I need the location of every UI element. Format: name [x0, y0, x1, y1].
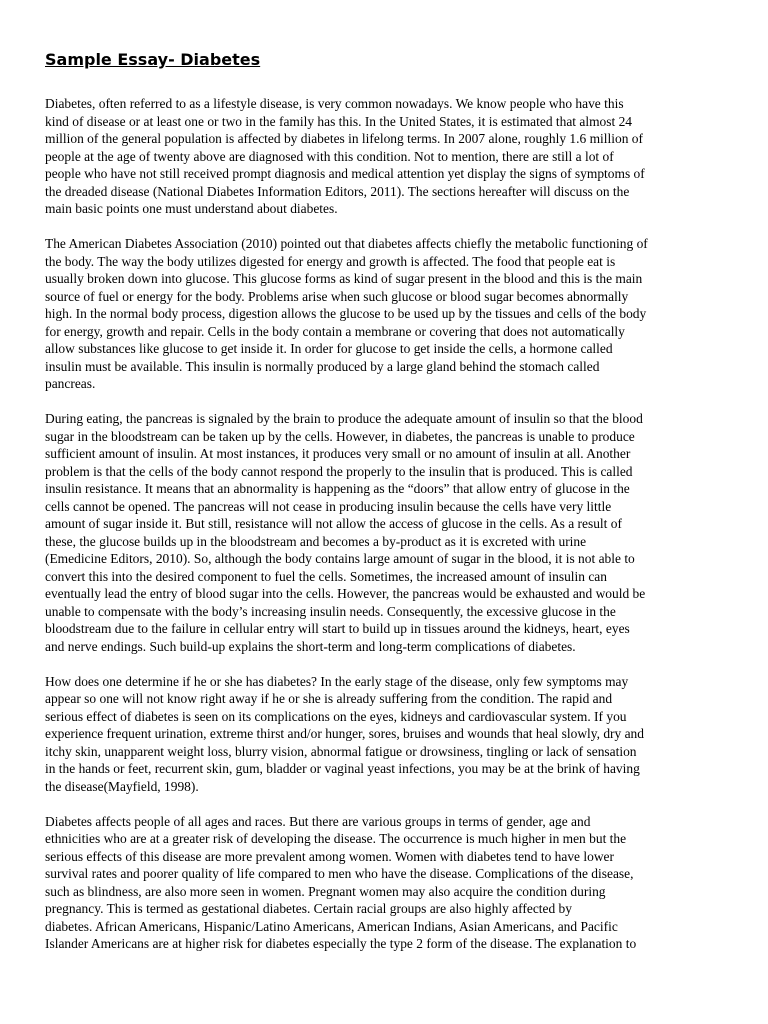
paragraph-line: source of fuel or energy for the body. Problems arise when such glucose or blood sugar becomes abnormally	[45, 288, 629, 304]
paragraph-line: survival rates and poorer quality of life compared to men who have the disease. Complications of the disease,	[45, 866, 634, 881]
paragraph-line: (Emedicine Editors, 2010). So, although the body contains large amount of sugar in the blood, it is not able to	[45, 551, 635, 566]
paragraph-line: people at the age of twenty above are diagnosed with this condition. Not to mention, there are still a lot of	[45, 148, 614, 164]
paragraph-line: sugar in the bloodstream can be taken up by the cells. However, in diabetes, the pancreas is unable to produce	[45, 428, 635, 444]
paragraph-line: diabetes. African Americans, Hispanic/Latino Americans, American Indians, Asian Americans, and Pacific	[45, 918, 618, 934]
paragraph-line: During eating, the pancreas is signaled by the brain to produce the adequate amount of insulin so that the blood	[45, 411, 643, 426]
paragraph-line: sufficient amount of insulin. At most instances, it produces very small or no amount of insulin at all. Another	[45, 446, 631, 461]
paragraph-line: Diabetes, often referred to as a lifestyle disease, is very common nowadays. We know people who have this	[45, 96, 624, 111]
paragraph-line: itchy skin, unapparent weight loss, blurry vision, abnormal fatigue or drowsiness, tingling or lack of sensation	[45, 743, 637, 759]
paragraph-line: the disease(Mayfield, 1998).	[45, 778, 199, 794]
paragraph-line: amount of sugar inside it. But still, resistance will not allow the access of glucose in the cells. As a result of	[45, 516, 622, 531]
paragraph-line: and nerve endings. Such build-up explains the short-term and long-term complications of diabetes.	[45, 638, 576, 654]
paragraph-line: in the hands or feet, recurrent skin, gum, bladder or vaginal yeast infections, you may be at the brink of having	[45, 761, 640, 776]
paragraph-line: unable to compensate with the body’s increasing insulin needs. Consequently, the excessive glucose in the	[45, 603, 616, 619]
essay-paragraph	[45, 673, 735, 796]
paragraph-line: these, the glucose builds up in the bloodstream and becomes a by-product as it is excreted with urine	[45, 533, 587, 549]
paragraph-line: insulin resistance. It means that an abnormality is happening as the “doors” that allow entry of glucose in the	[45, 481, 630, 496]
paragraph-line: high. In the normal body process, digestion allows the glucose to be used up by the tissues and cells of the body	[45, 306, 647, 321]
paragraph-line: Islander Americans are at higher risk for diabetes especially the type 2 form of the disease. The explanation to	[45, 936, 637, 951]
paragraph-line: serious effect of diabetes is seen on its complications on the eyes, kidneys and cardiovascular system. If you	[45, 708, 627, 724]
paragraph-line: the body. The way the body utilizes digested for energy and growth is affected. The food that people eat is	[45, 253, 616, 269]
paragraph-line: the dreaded disease (National Diabetes Information Editors, 2011). The sections hereafter will discuss on the	[45, 183, 630, 199]
paragraph-line: kind of disease or at least one or two in the family has this. In the United States, it is estimated that almost 24	[45, 113, 633, 129]
paragraph-line: experience frequent urination, extreme thirst and/or hunger, sores, bruises and wounds that heal slowly, dry and	[45, 726, 644, 741]
paragraph-line: serious effects of this disease are more prevalent among women. Women with diabetes tend to have lower	[45, 848, 614, 864]
essay-paragraph	[45, 410, 735, 655]
paragraph-line: such as blindness, are also more seen in women. Pregnant women may also acquire the condition during	[45, 883, 606, 899]
paragraph-line: convert this into the desired component to fuel the cells. Sometimes, the increased amount of insulin can	[45, 568, 607, 584]
paragraph-line: main basic points one must understand about diabetes.	[45, 201, 338, 216]
essay-body	[45, 95, 735, 970]
paragraph-line: million of the general population is affected by diabetes in lifelong terms. In 2007 alone, roughly 1.6 million of	[45, 131, 643, 146]
essay-paragraph	[45, 813, 735, 953]
paragraph-line: insulin must be available. This insulin is normally produced by a large gland behind the stomach called	[45, 358, 600, 374]
paragraph-line: cells cannot be opened. The pancreas will not cease in producing insulin because the cells have very little	[45, 498, 612, 514]
paragraph-line: Diabetes affects people of all ages and races. But there are various groups in terms of gender, age and	[45, 813, 591, 829]
paragraph-line: ethnicities who are at a greater risk of developing the disease. The occurrence is much higher in men but the	[45, 831, 627, 846]
paragraph-line: appear so one will not know right away if he or she is already suffering from the condition. The rapid and	[45, 691, 613, 706]
paragraph-line: usually broken down into glucose. This glucose forms as kind of sugar present in the blood and this is the main	[45, 271, 643, 286]
document-title: Sample Essay- Diabetes	[45, 50, 261, 69]
paragraph-line: How does one determine if he or she has diabetes? In the early stage of the disease, only few symptoms may	[45, 673, 629, 689]
paragraph-line: The American Diabetes Association (2010) pointed out that diabetes affects chiefly the metabolic functioning of	[45, 236, 648, 251]
essay-paragraph	[45, 95, 735, 218]
paragraph-line: eventually lead the entry of blood sugar into the cells. However, the pancreas would be exhausted and would be	[45, 586, 646, 601]
paragraph-line: for energy, growth and repair. Cells in the body contain a membrane or covering that does not automatically	[45, 323, 625, 339]
essay-paragraph	[45, 235, 735, 393]
paragraph-line: problem is that the cells of the body cannot respond the properly to the insulin that is produced. This is called	[45, 463, 633, 479]
paragraph-line: bloodstream due to the failure in cellular entry will start to build up in tissues around the kidneys, heart, eyes	[45, 621, 630, 636]
paragraph-line: allow substances like glucose to get inside it. In order for glucose to get inside the cells, a hormone called	[45, 341, 613, 356]
paragraph-line: pancreas.	[45, 376, 96, 391]
paragraph-line: pregnancy. This is termed as gestational diabetes. Certain racial groups are also highly affected by	[45, 901, 572, 916]
paragraph-line: people who have not still received prompt diagnosis and medical attention yet display the signs of symptoms of	[45, 166, 645, 181]
